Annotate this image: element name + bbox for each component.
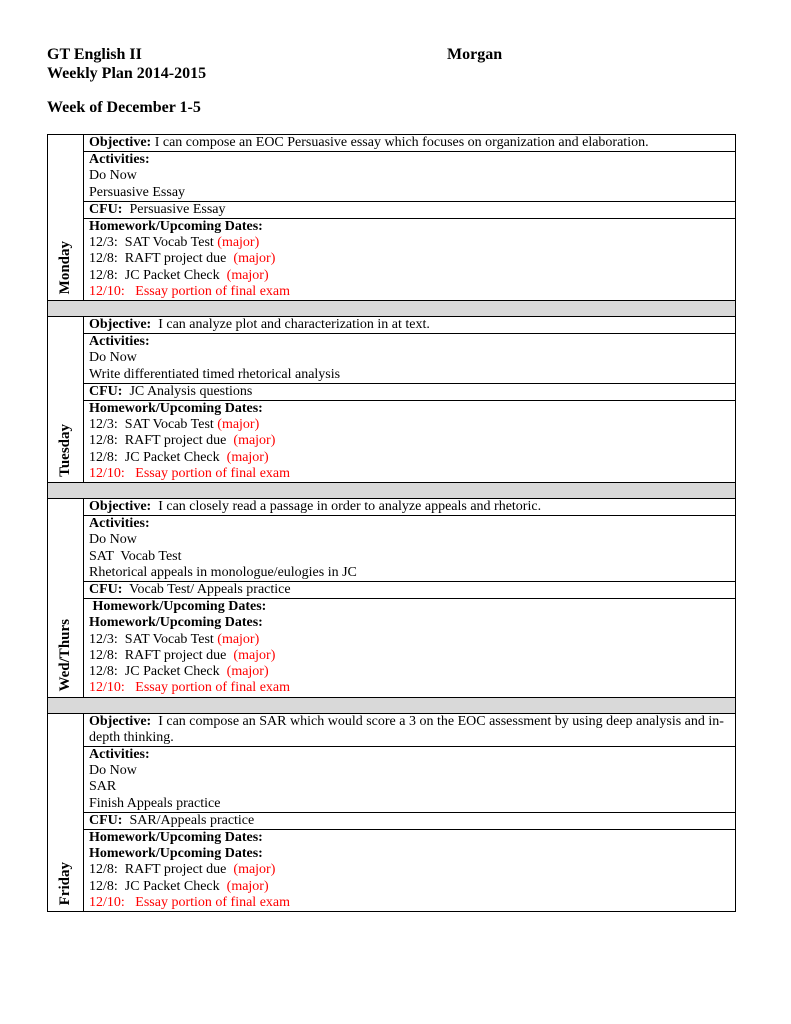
day-label: Friday: [57, 862, 74, 906]
major-tag: (major): [217, 631, 260, 647]
homework-row: [48, 599, 736, 697]
homework-item-text: 12/8: RAFT project due: [89, 433, 234, 449]
day-separator: [48, 697, 736, 713]
homework-heading: Homework/Upcoming Dates:: [89, 846, 263, 862]
cfu-cell: [84, 383, 736, 400]
cfu-label: CFU:: [89, 383, 123, 399]
day-cell: [48, 499, 84, 697]
objective-row: [48, 317, 736, 334]
homework-item: [89, 235, 735, 251]
homework-item: [89, 417, 735, 433]
final-exam-item: 12/10: Essay portion of final exam: [89, 894, 291, 910]
activities-cell: [84, 516, 736, 582]
homework-item: [89, 879, 735, 895]
homework-item-text: 12/8: JC Packet Check: [89, 267, 227, 283]
homework-cell: [84, 829, 736, 911]
homework-cell: [84, 599, 736, 697]
homework-item-text: 12/3: SAT Vocab Test: [89, 417, 218, 433]
homework-item-text: 12/3: SAT Vocab Test: [89, 235, 218, 251]
major-tag: (major): [233, 251, 276, 267]
cfu-row: [48, 201, 736, 218]
homework-item: [89, 433, 735, 449]
objective-cell: [84, 499, 736, 516]
objective-cell: [84, 713, 736, 746]
homework-item: [89, 268, 735, 284]
homework-heading: Homework/Upcoming Dates:: [89, 829, 263, 845]
activity-item: SAR: [89, 779, 117, 795]
homework-item: [89, 251, 735, 267]
day-separator: [48, 483, 736, 499]
plan-title: Weekly Plan 2014-2015: [47, 65, 207, 82]
day-label: Wed/Thurs: [57, 618, 74, 692]
activities-cell: [84, 152, 736, 202]
cfu-cell: [84, 582, 736, 599]
activity-item: Write differentiated timed rhetorical analysis: [89, 366, 341, 382]
objective-text: I can closely read a passage in order to analyze appeals and rhetoric.: [151, 499, 542, 515]
homework-item-text: 12/8: RAFT project due: [89, 647, 234, 663]
day-cell: [48, 135, 84, 301]
objective-text: I can compose an EOC Persuasive essay which focuses on organization and elaboration.: [151, 135, 649, 150]
day-label: Tuesday: [57, 424, 74, 477]
major-tag: (major): [226, 664, 269, 680]
objective-label: Objective:: [89, 499, 152, 515]
major-tag: (major): [233, 647, 276, 663]
activities-label: Activities:: [89, 152, 150, 168]
objective-text: I can compose an SAR which would score a 3 on the EOC assessment by using deep analysis and in-depth thinking.: [89, 713, 724, 745]
homework-row: [48, 829, 736, 911]
objective-row: [48, 499, 736, 516]
activity-item: Finish Appeals practice: [89, 795, 221, 811]
day-cell: [48, 317, 84, 483]
major-tag: (major): [226, 449, 269, 465]
homework-row: [48, 219, 736, 301]
final-exam-item: 12/10: Essay portion of final exam: [89, 283, 291, 299]
activities-row: [48, 334, 736, 384]
weekly-plan-table: [47, 134, 736, 912]
objective-cell: [84, 317, 736, 334]
major-tag: (major): [233, 433, 276, 449]
homework-item: [89, 648, 735, 664]
homework-item: [89, 862, 735, 878]
activities-row: [48, 516, 736, 582]
week-title: Week of December 1-5: [47, 99, 201, 116]
separator-cell: [48, 301, 736, 317]
activity-item: Do Now: [89, 763, 137, 779]
objective-row: [48, 135, 736, 152]
cfu-text: JC Analysis questions: [122, 383, 253, 399]
activities-label: Activities:: [89, 746, 150, 762]
homework-heading: Homework/Upcoming Dates:: [89, 219, 263, 235]
homework-item-text: 12/8: JC Packet Check: [89, 449, 227, 465]
activity-item: Do Now: [89, 350, 137, 366]
homework-heading: Homework/Upcoming Dates:: [89, 401, 263, 417]
activities-label: Activities:: [89, 516, 150, 532]
cfu-label: CFU:: [89, 812, 123, 828]
major-tag: (major): [226, 267, 269, 283]
cfu-row: [48, 812, 736, 829]
activities-label: Activities:: [89, 334, 150, 350]
homework-item-text: 12/8: JC Packet Check: [89, 878, 227, 894]
cfu-row: [48, 582, 736, 599]
homework-item: [89, 632, 735, 648]
activities-row: [48, 746, 736, 812]
homework-item: [89, 450, 735, 466]
major-tag: (major): [217, 417, 260, 433]
homework-cell: [84, 219, 736, 301]
major-tag: (major): [226, 878, 269, 894]
cfu-row: [48, 383, 736, 400]
homework-item-text: 12/8: RAFT project due: [89, 251, 234, 267]
activities-cell: [84, 334, 736, 384]
day-separator: [48, 301, 736, 317]
separator-cell: [48, 483, 736, 499]
day-cell: [48, 713, 84, 911]
objective-label: Objective:: [89, 317, 152, 333]
objective-cell: [84, 135, 736, 152]
teacher-name: Morgan: [447, 46, 503, 63]
final-exam-item: 12/10: Essay portion of final exam: [89, 465, 291, 481]
activity-item: Do Now: [89, 168, 137, 184]
day-label: Monday: [57, 241, 74, 295]
homework-item-text: 12/8: JC Packet Check: [89, 664, 227, 680]
homework-heading: Homework/Upcoming Dates:: [89, 599, 267, 615]
separator-cell: [48, 697, 736, 713]
cfu-cell: [84, 201, 736, 218]
homework-cell: [84, 401, 736, 483]
activity-item: Rhetorical appeals in monologue/eulogies in JC: [89, 564, 357, 580]
objective-label: Objective:: [89, 135, 152, 150]
major-tag: (major): [217, 235, 260, 251]
course-title: GT English II: [47, 46, 142, 63]
activity-item: Persuasive Essay: [89, 184, 186, 200]
objective-text: I can analyze plot and characterization in at text.: [151, 317, 430, 333]
homework-heading: Homework/Upcoming Dates:: [89, 615, 263, 631]
homework-row: [48, 401, 736, 483]
homework-item-text: 12/8: RAFT project due: [89, 862, 234, 878]
cfu-label: CFU:: [89, 201, 123, 217]
cfu-cell: [84, 812, 736, 829]
cfu-text: Vocab Test/ Appeals practice: [122, 582, 291, 598]
cfu-label: CFU:: [89, 582, 123, 598]
activity-item: SAT Vocab Test: [89, 548, 182, 564]
major-tag: (major): [233, 862, 276, 878]
homework-item: [89, 664, 735, 680]
homework-item-text: 12/3: SAT Vocab Test: [89, 631, 218, 647]
activities-cell: [84, 746, 736, 812]
activity-item: Do Now: [89, 532, 137, 548]
objective-label: Objective:: [89, 713, 152, 729]
objective-row: [48, 713, 736, 746]
cfu-text: Persuasive Essay: [122, 201, 226, 217]
final-exam-item: 12/10: Essay portion of final exam: [89, 680, 291, 696]
activities-row: [48, 152, 736, 202]
cfu-text: SAR/Appeals practice: [122, 812, 255, 828]
